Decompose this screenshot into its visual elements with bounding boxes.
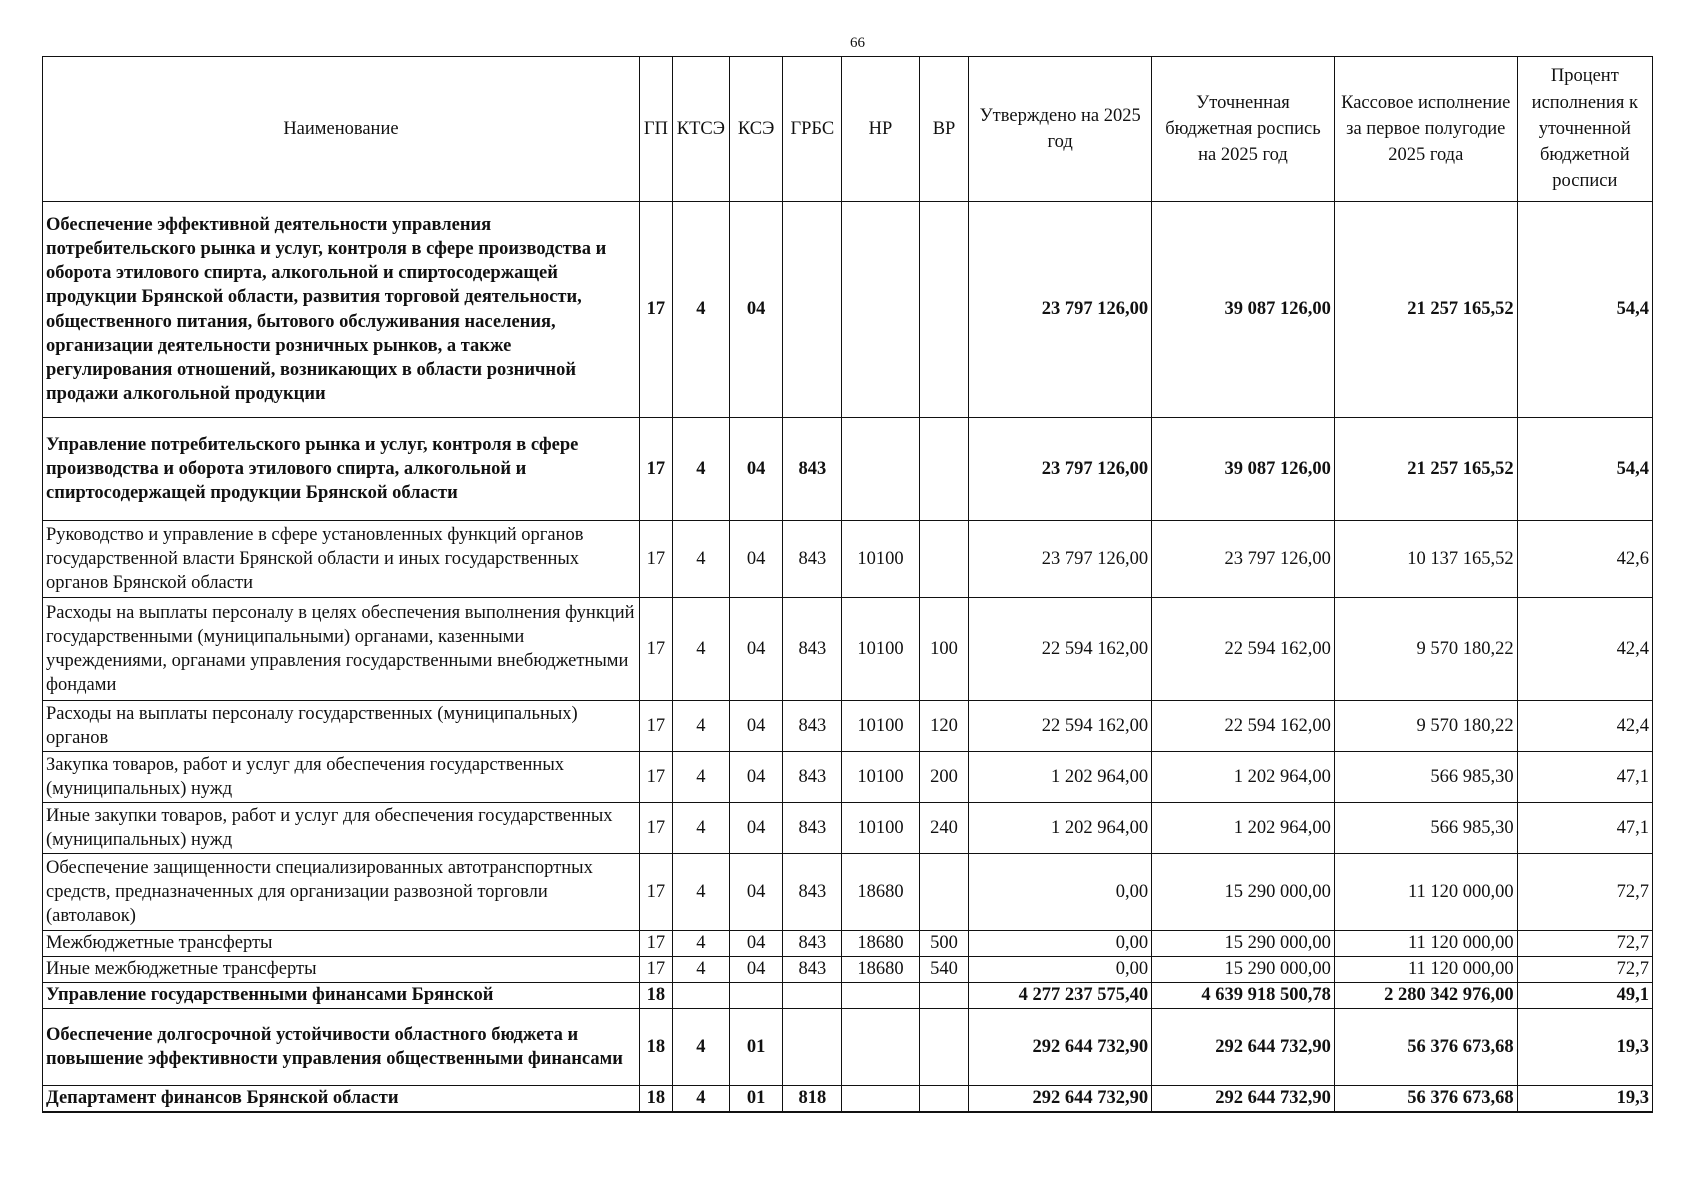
row-vr: [919, 202, 969, 418]
row-vr: 540: [919, 957, 969, 983]
row-grbs: 843: [783, 752, 842, 803]
row-kse: 04: [729, 701, 783, 752]
row-refined: 22 594 162,00: [1152, 701, 1335, 752]
row-cash: 56 376 673,68: [1334, 1009, 1517, 1086]
header-percent: Процент исполнения к уточненной бюджетной росписи: [1517, 57, 1652, 202]
row-gp: 17: [639, 803, 672, 854]
page-number: 66: [850, 35, 865, 51]
budget-execution-table: [42, 56, 1653, 1113]
row-kse: 04: [729, 598, 783, 701]
row-nr: 18680: [842, 957, 919, 983]
row-refined: 292 644 732,90: [1152, 1009, 1335, 1086]
row-kse: 04: [729, 854, 783, 931]
header-kse: КСЭ: [729, 57, 783, 202]
row-name: Обеспечение эффективной деятельности управления потребительского рынка и услуг, контроля в сфере производства и оборота этилового спирта, алкогольной и спиртосодержащей продукции Брянской области, развития торговой деятельности, общественного питания, бытового обслуживания населения, организации деятельности розничных рынков, а также регулирования отношений, возникающих в области розничной продажи алкогольной продукции: [43, 202, 640, 418]
row-vr: [919, 1086, 969, 1112]
row-approved: 0,00: [969, 854, 1152, 931]
row-percent: 72,7: [1517, 854, 1652, 931]
row-gp: 17: [639, 521, 672, 598]
row-gp: 17: [639, 418, 672, 521]
row-name: Департамент финансов Брянской области: [43, 1086, 640, 1112]
row-ktse: 4: [672, 803, 729, 854]
row-refined: 1 202 964,00: [1152, 803, 1335, 854]
table-row: [43, 957, 1653, 983]
row-vr: [919, 1009, 969, 1086]
table-row: [43, 1086, 1653, 1112]
row-name: Обеспечение защищенности специализированных автотранспортных средств, предназначенных для организации развозной торговли (автолавок): [43, 854, 640, 931]
row-nr: [842, 418, 919, 521]
row-ktse: 4: [672, 957, 729, 983]
row-refined: 292 644 732,90: [1152, 1086, 1335, 1112]
row-vr: 500: [919, 931, 969, 957]
row-approved: 1 202 964,00: [969, 752, 1152, 803]
row-ktse: 4: [672, 752, 729, 803]
header-cash: Кассовое исполнение за первое полугодие 2025 года: [1334, 57, 1517, 202]
row-approved: 23 797 126,00: [969, 418, 1152, 521]
row-kse: 04: [729, 752, 783, 803]
row-name: Расходы на выплаты персоналу государственных (муниципальных) органов: [43, 701, 640, 752]
row-cash: 2 280 342 976,00: [1334, 983, 1517, 1009]
row-gp: 17: [639, 854, 672, 931]
row-kse: 04: [729, 202, 783, 418]
row-approved: 22 594 162,00: [969, 598, 1152, 701]
row-refined: 39 087 126,00: [1152, 418, 1335, 521]
row-vr: [919, 418, 969, 521]
row-name: Обеспечение долгосрочной устойчивости областного бюджета и повышение эффективности управления общественными финансами: [43, 1009, 640, 1086]
row-percent: 47,1: [1517, 803, 1652, 854]
row-vr: [919, 521, 969, 598]
row-vr: 240: [919, 803, 969, 854]
row-refined: 4 639 918 500,78: [1152, 983, 1335, 1009]
table-row: [43, 854, 1653, 931]
row-grbs: 843: [783, 931, 842, 957]
row-gp: 18: [639, 1086, 672, 1112]
row-grbs: 843: [783, 701, 842, 752]
row-ktse: 4: [672, 202, 729, 418]
row-gp: 18: [639, 983, 672, 1009]
row-kse: 04: [729, 418, 783, 521]
header-gp: ГП: [639, 57, 672, 202]
row-gp: 17: [639, 701, 672, 752]
row-kse: 04: [729, 957, 783, 983]
row-approved: 23 797 126,00: [969, 521, 1152, 598]
row-vr: 100: [919, 598, 969, 701]
row-name: Расходы на выплаты персоналу в целях обеспечения выполнения функций государственными (муниципальными) органами, казенными учреждениями, органами управления государственными внебюджетными фондами: [43, 598, 640, 701]
row-percent: 47,1: [1517, 752, 1652, 803]
row-nr: [842, 983, 919, 1009]
row-kse: [729, 983, 783, 1009]
row-gp: 17: [639, 957, 672, 983]
row-cash: 21 257 165,52: [1334, 418, 1517, 521]
row-name: Управление государственными финансами Брянской: [43, 983, 640, 1009]
row-approved: 22 594 162,00: [969, 701, 1152, 752]
row-cash: 10 137 165,52: [1334, 521, 1517, 598]
header-vr: ВР: [919, 57, 969, 202]
row-cash: 566 985,30: [1334, 803, 1517, 854]
row-approved: 0,00: [969, 931, 1152, 957]
row-gp: 17: [639, 598, 672, 701]
row-grbs: 843: [783, 803, 842, 854]
row-percent: 72,7: [1517, 957, 1652, 983]
row-percent: 49,1: [1517, 983, 1652, 1009]
row-nr: [842, 1086, 919, 1112]
row-vr: 200: [919, 752, 969, 803]
row-nr: 10100: [842, 701, 919, 752]
table-row: [43, 1009, 1653, 1086]
table-row: [43, 521, 1653, 598]
row-ktse: 4: [672, 598, 729, 701]
row-gp: 18: [639, 1009, 672, 1086]
row-percent: 54,4: [1517, 418, 1652, 521]
header-name: Наименование: [43, 57, 640, 202]
row-nr: 18680: [842, 931, 919, 957]
row-gp: 17: [639, 202, 672, 418]
row-name: Межбюджетные трансферты: [43, 931, 640, 957]
row-grbs: 843: [783, 957, 842, 983]
row-percent: 19,3: [1517, 1009, 1652, 1086]
row-name: Иные межбюджетные трансферты: [43, 957, 640, 983]
row-grbs: 843: [783, 854, 842, 931]
row-kse: 01: [729, 1086, 783, 1112]
row-kse: 04: [729, 931, 783, 957]
row-name: Руководство и управление в сфере установленных функций органов государственной власти Брянской области и иных государственных органов Брянской области: [43, 521, 640, 598]
row-cash: 11 120 000,00: [1334, 931, 1517, 957]
row-nr: 18680: [842, 854, 919, 931]
row-refined: 15 290 000,00: [1152, 957, 1335, 983]
row-grbs: 843: [783, 598, 842, 701]
row-ktse: 4: [672, 854, 729, 931]
table-row: [43, 202, 1653, 418]
row-cash: 11 120 000,00: [1334, 957, 1517, 983]
table-row: [43, 931, 1653, 957]
row-vr: 120: [919, 701, 969, 752]
header-refined: Уточненная бюджетная роспись на 2025 год: [1152, 57, 1335, 202]
table-header-row: [43, 57, 1653, 202]
row-refined: 39 087 126,00: [1152, 202, 1335, 418]
row-percent: 42,6: [1517, 521, 1652, 598]
row-ktse: 4: [672, 1086, 729, 1112]
row-percent: 54,4: [1517, 202, 1652, 418]
row-gp: 17: [639, 931, 672, 957]
row-ktse: [672, 983, 729, 1009]
row-percent: 72,7: [1517, 931, 1652, 957]
row-nr: 10100: [842, 803, 919, 854]
row-approved: 4 277 237 575,40: [969, 983, 1152, 1009]
row-nr: 10100: [842, 598, 919, 701]
row-approved: 292 644 732,90: [969, 1086, 1152, 1112]
row-name: Закупка товаров, работ и услуг для обеспечения государственных (муниципальных) нужд: [43, 752, 640, 803]
row-kse: 01: [729, 1009, 783, 1086]
row-grbs: [783, 983, 842, 1009]
row-ktse: 4: [672, 521, 729, 598]
row-vr: [919, 854, 969, 931]
row-grbs: [783, 1009, 842, 1086]
header-ktse: КТСЭ: [672, 57, 729, 202]
row-cash: 21 257 165,52: [1334, 202, 1517, 418]
row-percent: 19,3: [1517, 1086, 1652, 1112]
table-row: [43, 418, 1653, 521]
table-row: [43, 803, 1653, 854]
row-refined: 23 797 126,00: [1152, 521, 1335, 598]
header-nr: НР: [842, 57, 919, 202]
row-ktse: 4: [672, 701, 729, 752]
row-name: Иные закупки товаров, работ и услуг для обеспечения государственных (муниципальных) нужд: [43, 803, 640, 854]
row-percent: 42,4: [1517, 598, 1652, 701]
row-refined: 1 202 964,00: [1152, 752, 1335, 803]
row-cash: 56 376 673,68: [1334, 1086, 1517, 1112]
row-refined: 22 594 162,00: [1152, 598, 1335, 701]
row-nr: [842, 202, 919, 418]
row-nr: 10100: [842, 521, 919, 598]
row-nr: 10100: [842, 752, 919, 803]
row-approved: 0,00: [969, 957, 1152, 983]
table-row: [43, 598, 1653, 701]
row-ktse: 4: [672, 931, 729, 957]
row-grbs: 843: [783, 418, 842, 521]
header-grbs: ГРБС: [783, 57, 842, 202]
row-grbs: [783, 202, 842, 418]
row-name: Управление потребительского рынка и услуг, контроля в сфере производства и оборота этилового спирта, алкогольной и спиртосодержащей продукции Брянской области: [43, 418, 640, 521]
row-kse: 04: [729, 803, 783, 854]
row-ktse: 4: [672, 418, 729, 521]
row-approved: 23 797 126,00: [969, 202, 1152, 418]
row-cash: 11 120 000,00: [1334, 854, 1517, 931]
row-percent: 42,4: [1517, 701, 1652, 752]
row-approved: 292 644 732,90: [969, 1009, 1152, 1086]
row-refined: 15 290 000,00: [1152, 854, 1335, 931]
row-cash: 9 570 180,22: [1334, 701, 1517, 752]
row-cash: 566 985,30: [1334, 752, 1517, 803]
row-ktse: 4: [672, 1009, 729, 1086]
row-nr: [842, 1009, 919, 1086]
row-grbs: 818: [783, 1086, 842, 1112]
row-kse: 04: [729, 521, 783, 598]
table-row: [43, 983, 1653, 1009]
header-approved: Утверждено на 2025 год: [969, 57, 1152, 202]
row-cash: 9 570 180,22: [1334, 598, 1517, 701]
row-approved: 1 202 964,00: [969, 803, 1152, 854]
row-refined: 15 290 000,00: [1152, 931, 1335, 957]
row-vr: [919, 983, 969, 1009]
table-row: [43, 701, 1653, 752]
row-gp: 17: [639, 752, 672, 803]
table-row: [43, 752, 1653, 803]
row-grbs: 843: [783, 521, 842, 598]
